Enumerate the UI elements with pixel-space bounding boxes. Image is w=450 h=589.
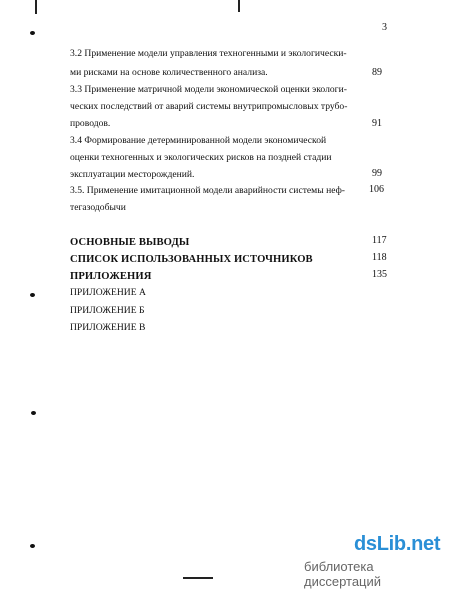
appendix-v: ПРИЛОЖЕНИЕ В	[70, 322, 146, 333]
toc-line: 3.4 Формирование детерминированной модели экономической	[70, 135, 327, 146]
section-title-appendices: ПРИЛОЖЕНИЯ	[70, 271, 152, 282]
toc-line: 3.2 Применение модели управления техногенными и экологически-	[70, 48, 347, 59]
toc-line: ческих последствий от аварий системы внутрипромысловых трубо-	[70, 101, 348, 112]
toc-line: оценки техногенных и экологических рисков на поздней стадии	[70, 152, 332, 163]
toc-page: 89	[372, 67, 382, 78]
appendix-a: ПРИЛОЖЕНИЕ А	[70, 287, 146, 298]
binder-dot	[30, 544, 35, 548]
section-page: 135	[372, 269, 387, 280]
section-page: 118	[372, 252, 387, 263]
toc-page: 99	[372, 168, 382, 179]
appendix-b: ПРИЛОЖЕНИЕ Б	[70, 305, 145, 316]
scan-edge-mark-bottom	[183, 577, 213, 579]
scan-edge-mark-right	[238, 0, 240, 12]
scan-edge-mark-left	[35, 0, 37, 14]
toc-line: 3.5. Применение имитационной модели аварийности системы неф-	[70, 185, 345, 196]
toc-line: эксплуатации месторождений.	[70, 169, 195, 180]
watermark-logo: dsLib.net	[354, 533, 441, 555]
watermark-caption: библиотека диссертаций	[304, 559, 382, 589]
binder-dot	[30, 293, 35, 297]
section-title-conclusions: ОСНОВНЫЕ ВЫВОДЫ	[70, 237, 190, 248]
toc-page: 106	[369, 184, 384, 195]
section-title-references: СПИСОК ИСПОЛЬЗОВАННЫХ ИСТОЧНИКОВ	[70, 254, 313, 265]
toc-page: 91	[372, 118, 382, 129]
section-page: 117	[372, 235, 387, 246]
toc-line: 3.3 Применение матричной модели экономической оценки экологи-	[70, 84, 347, 95]
binder-dot	[30, 31, 35, 35]
toc-line: проводов.	[70, 118, 111, 129]
toc-line: тегазодобычи	[70, 202, 126, 213]
binder-dot	[31, 411, 36, 415]
toc-line: ми рисками на основе количественного анализа.	[70, 67, 268, 78]
page-number: 3	[382, 22, 387, 33]
